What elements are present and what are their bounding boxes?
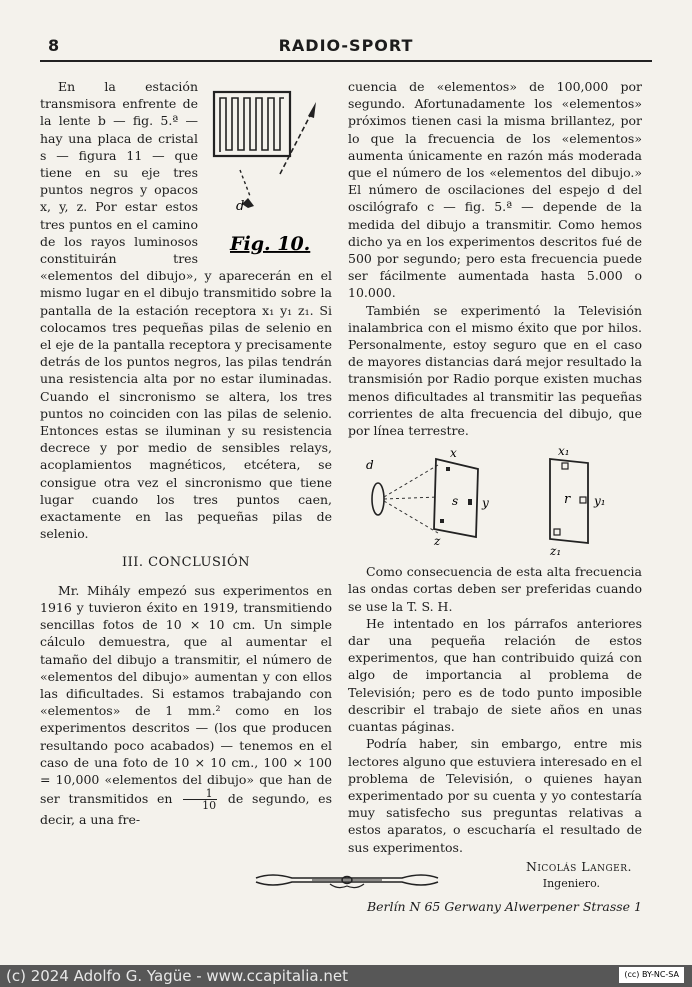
figure-11-label-x1: x₁ (558, 445, 570, 459)
right-paragraph-2: También se experimentó la Televisión inalambrica con el mismo éxito que por hilos. Personalmente, estoy seguro que en el caso de mayores distancias dará mejor resultado la transmisión por Radio porque existen muchas menos dificultades al transmitir las pequeñas corrientes de alta frecuencia del dibujo, que por línea terrestre. (348, 302, 642, 439)
figure-10-drawing (204, 78, 332, 256)
cc-license-badge[interactable]: (cc) BY-NC-SA (619, 967, 684, 983)
footer-copyright: (c) 2024 Adolfo G. Yagüe - www.ccapitalia.net (6, 967, 348, 985)
left-paragraph-2 (40, 582, 332, 829)
figure-11-drawing (348, 445, 642, 557)
page-number: 8 (48, 36, 60, 55)
figure-11-label-z1: z₁ (550, 544, 562, 558)
figure-11-label-d: d (366, 458, 374, 473)
figure-10 (204, 78, 332, 256)
left-paragraph-2-end: de segundo, es decir, a una fre- (40, 791, 332, 828)
fraction-denominator: 10 (202, 799, 217, 813)
right-paragraph-1: cuencia de «elementos» de 100,000 por segundo. Afortunadamente los «elementos» próximos tienen casi la misma brillantez, por lo que la frecuencia de los «elementos» aumenta únicamente en razón más moderada que el número de los «elementos del dibujo.» El número de oscilaciones del espejo d del oscilógrafo c — fig. 5.ª — depende de la medida del dibujo a transmitir. Como hemos dicho ya en los experimentos descritos fué de 500 por segundo; pero esta frecuencia puede ser fácilmente aumentada hasta 5.000 o 10.000. (348, 79, 642, 301)
figure-11-label-y: y (482, 496, 489, 511)
figure-11 (348, 445, 642, 557)
left-paragraph-2-text: Mr. Mihály empezó sus experimentos en 1916 y tuvieron éxito en 1919, transmitiendo sencillas fotos de 10 × 10 cm. Un simple cálculo demuestra, que al aumentar el tamaño del dibujo a transmitir, el número de «elementos del dibujo» aumentan y con ellos las dificultades. Si estamos trabajando con «elementos» de 1 mm.² como en los experimentos descritos — (los que producen resultando poco acabados) — tenemos en el caso de una foto de 10 × 10 cm., 100 × 100 = 10,000 «elementos del dibujo» que han de ser transmitidos en (40, 582, 332, 807)
figure-11-label-s: s (452, 494, 459, 509)
left-paragraph-1 (40, 78, 332, 542)
footer-bar (0, 965, 692, 987)
fraction (183, 788, 217, 811)
right-column (348, 78, 642, 915)
header-title: RADIO-SPORT (278, 36, 414, 55)
section-heading: III. CONCLUSIÓN (121, 555, 251, 571)
figure-11-label-z: z (434, 534, 441, 549)
ornament-divider (252, 868, 442, 892)
left-paragraph-1-text: En la estación transmisora enfrente de la lente b — fig. 5.ª — hay una placa de cristal s — figura 11 — que tiene en su eje tres puntos negros y opacos x, y, z. Por estar estos tres puntos en el camino de los rayos luminosos constituirán tres «elementos del dibujo», y aparecerán en el mismo lugar en el dibujo transmitido sobre la pantalla de la estación receptora x₁ y₁ z₁. Si colocamos tres pequeñas pilas de selenio en el eje de la pantalla receptora y precisamente detrás de los puntos negros, las pilas tendrán una resistencia alta por no estar iluminadas. Cuando el sincronismo se altera, los tres puntos no coinciden con las pilas de selenio. Entonces estas se iluminan y su resistencia decrece y por medio de sensibles relays, acoplamientos magnéticos, etcétera, se consigue otra vez el sincronismo que tiene lugar cuando los tres puntos caen, exactamente en las pequeñas pilas de selenio. (40, 79, 332, 542)
figure-10-point-label: d (236, 199, 245, 214)
fraction-numerator: 1 (183, 788, 217, 800)
signature-address: Berlín N 65 Gerwany Alwerpener Strasse 1 (366, 899, 642, 915)
signature-title: Ingeniero. (542, 876, 600, 890)
left-column (40, 78, 332, 828)
figure-10-caption: Fig. 10. (230, 233, 311, 255)
right-paragraph-3: Como consecuencia de esta alta frecuencia las ondas cortas deben ser preferidas cuando se use la T. S. H. (348, 564, 642, 614)
header-rule (40, 60, 652, 62)
signature-name: Nicolás Langer. (525, 858, 632, 874)
right-paragraph-5: Podría haber, sin embargo, entre mis lectores alguno que estuviera interesado en el problema de Televisión, o quienes hayan experimentado por su cuenta y yo contestaría muy satisfecho sus preguntas relativas a estos aparatos, o escucharía el resultado de sus experimentos. (348, 736, 642, 855)
figure-11-label-y1: y₁ (594, 494, 606, 509)
figure-11-label-x: x (450, 446, 457, 461)
right-paragraph-4: He intentado en los párrafos anteriores dar una pequeña relación de estos experimentos, que han contribuido quizá con algo de importancia al problema de Televisión; pero es de todo punto imposible describir el trabajo de siete años en unas cuantas páginas. (348, 615, 642, 735)
figure-11-label-r: r (564, 492, 571, 508)
